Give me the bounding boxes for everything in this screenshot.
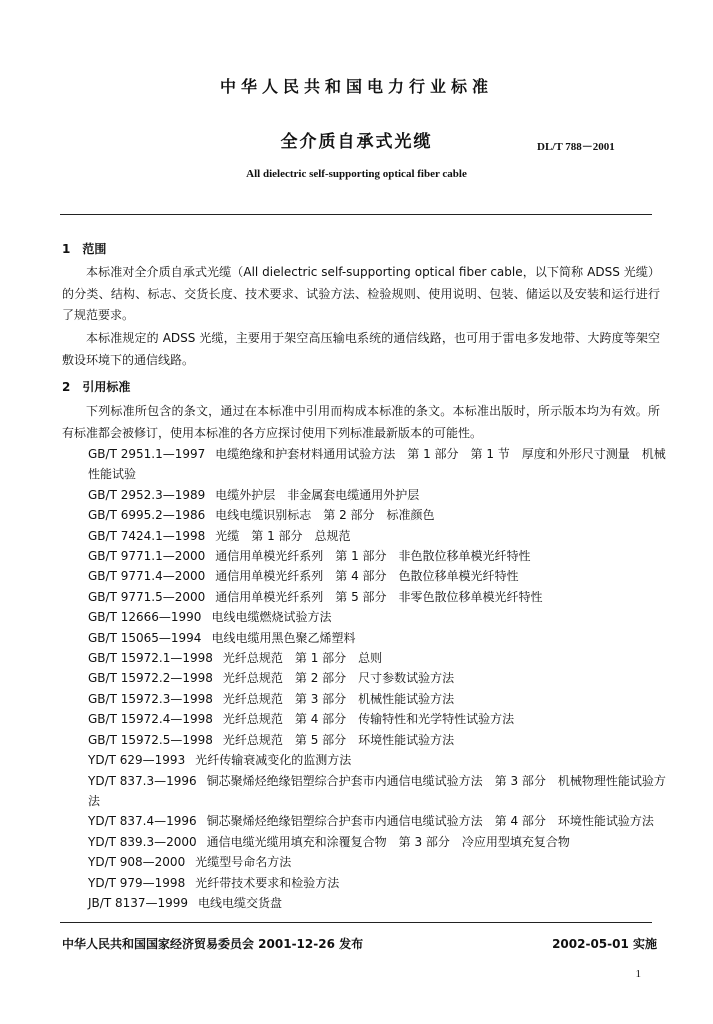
reference-title: 电缆外护层 非金属套电缆通用外护层: [215, 487, 420, 502]
reference-code: YD/T 839.3—2000: [88, 834, 197, 849]
reference-code: GB/T 15972.3—1998: [88, 691, 213, 706]
reference-code: GB/T 9771.5—2000: [88, 589, 206, 604]
reference-title: 铜芯聚烯烃绝缘铝塑综合护套市内通信电缆试验方法 第 3 部分 机械物理性能试验方法: [88, 773, 666, 808]
reference-code: YD/T 979—1998: [88, 875, 186, 890]
reference-item: [88, 566, 668, 586]
reference-item: [88, 771, 668, 812]
reference-title: 光纤总规范 第 1 部分 总则: [222, 651, 383, 666]
reference-code: GB/T 15972.2—1998: [88, 671, 213, 686]
reference-item: [88, 607, 668, 627]
reference-item: [88, 873, 668, 893]
reference-list: [88, 444, 668, 913]
document-subtitle-en: All dielectric self-supporting optical fiber cable: [246, 168, 467, 180]
reference-title: 通信用单模光纤系列 第 5 部分 非零色散位移单模光纤特性: [215, 589, 543, 604]
page-number: 1: [635, 968, 641, 980]
reference-item: [88, 709, 668, 729]
reference-item: [88, 505, 668, 525]
effective-date: 2002-05-01 实施: [552, 937, 657, 951]
reference-item: [88, 893, 668, 913]
reference-title: 光纤总规范 第 4 部分 传输特性和光学特性试验方法: [222, 712, 515, 727]
reference-item: [88, 444, 668, 485]
reference-title: 通信用单模光纤系列 第 1 部分 非色散位移单模光纤特性: [215, 549, 531, 564]
reference-title: 电线电缆识别标志 第 2 部分 标准颜色: [215, 508, 435, 523]
reference-item: [88, 689, 668, 709]
reference-item: [88, 730, 668, 750]
reference-code: YD/T 837.3—1996: [88, 773, 197, 788]
section-1-heading: 1 范围: [62, 242, 107, 256]
reference-code: GB/T 7424.1—1998: [88, 528, 206, 543]
reference-code: YD/T 837.4—1996: [88, 814, 197, 829]
document-code: DL/T 788－2001: [537, 141, 615, 153]
reference-code: GB/T 2951.1—1997: [88, 447, 206, 461]
reference-code: GB/T 15972.1—1998: [88, 651, 213, 666]
section-2-heading: 2 引用标准: [62, 380, 131, 394]
reference-title: 铜芯聚烯烃绝缘铝塑综合护套市内通信电缆试验方法 第 4 部分 环境性能试验方法: [206, 814, 654, 829]
reference-code: YD/T 629—1993: [88, 753, 186, 768]
reference-code: GB/T 9771.4—2000: [88, 569, 206, 584]
reference-code: YD/T 908—2000: [88, 855, 186, 870]
reference-title: 光缆 第 1 部分 总规范: [215, 528, 351, 543]
reference-item: [88, 628, 668, 648]
reference-title: 光纤总规范 第 2 部分 尺寸参数试验方法: [222, 671, 455, 686]
reference-item: [88, 811, 668, 831]
footer-divider: [60, 922, 652, 923]
reference-title: 电线电缆交货盘: [198, 895, 283, 910]
section-1-paragraph-1: 本标准对全介质自承式光缆（All dielectric self-supporting optical fiber cable，以下简称 ADSS 光缆）的分类、结构、标志、交货长度、技术要求、试验方法、检验规则、使用说明、包装、储运以及安装和运行进行了规范要求。: [62, 265, 660, 322]
reference-code: GB/T 15972.5—1998: [88, 732, 213, 747]
reference-title: 光纤总规范 第 5 部分 环境性能试验方法: [222, 732, 455, 747]
reference-item: [88, 587, 668, 607]
reference-item: [88, 750, 668, 770]
reference-title: 光缆型号命名方法: [195, 855, 292, 870]
reference-title: 电线电缆用黑色聚乙烯塑料: [211, 630, 356, 645]
standard-title: 中华人民共和国电力行业标准: [219, 77, 493, 96]
reference-item: [88, 668, 668, 688]
reference-title: 光纤带技术要求和检验方法: [195, 875, 340, 890]
reference-code: GB/T 15065—1994: [88, 630, 202, 645]
reference-title: 电线电缆燃烧试验方法: [211, 610, 332, 625]
reference-code: GB/T 15972.4—1998: [88, 712, 213, 727]
header-divider: [60, 214, 652, 215]
reference-title: 通信电缆光缆用填充和涂覆复合物 第 3 部分 冷应用型填充复合物: [206, 834, 570, 849]
reference-item: [88, 546, 668, 566]
reference-code: GB/T 9771.1—2000: [88, 549, 206, 564]
reference-title: 电缆绝缘和护套材料通用试验方法 第 1 部分 第 1 节 厚度和外形尺寸测量 机械性能试验: [88, 447, 666, 482]
reference-item: [88, 852, 668, 872]
reference-code: GB/T 2952.3—1989: [88, 487, 206, 502]
reference-item: [88, 648, 668, 668]
reference-code: JB/T 8137—1999: [88, 895, 189, 910]
document-title: 全介质自承式光缆: [280, 132, 433, 152]
reference-title: 光纤总规范 第 3 部分 机械性能试验方法: [222, 691, 455, 706]
reference-item: [88, 832, 668, 852]
issuer-statement: 中华人民共和国国家经济贸易委员会 2001-12-26 发布: [62, 937, 364, 951]
reference-title: 光纤传输衰减变化的监测方法: [195, 753, 352, 768]
reference-code: GB/T 12666—1990: [88, 610, 202, 625]
reference-item: [88, 526, 668, 546]
reference-title: 通信用单模光纤系列 第 4 部分 色散位移单模光纤特性: [215, 569, 519, 584]
reference-code: GB/T 6995.2—1986: [88, 508, 206, 523]
section-1-paragraph-2: 本标准规定的 ADSS 光缆，主要用于架空高压输电系统的通信线路，也可用于雷电多发地带、大跨度等架空敷设环境下的通信线路。: [62, 331, 660, 367]
section-2-intro: 下列标准所包含的条文，通过在本标准中引用而构成本标准的条文。本标准出版时，所示版本均为有效。所有标准都会被修订，使用本标准的各方应探讨使用下列标准最新版本的可能性。: [62, 404, 660, 440]
reference-item: [88, 485, 668, 505]
